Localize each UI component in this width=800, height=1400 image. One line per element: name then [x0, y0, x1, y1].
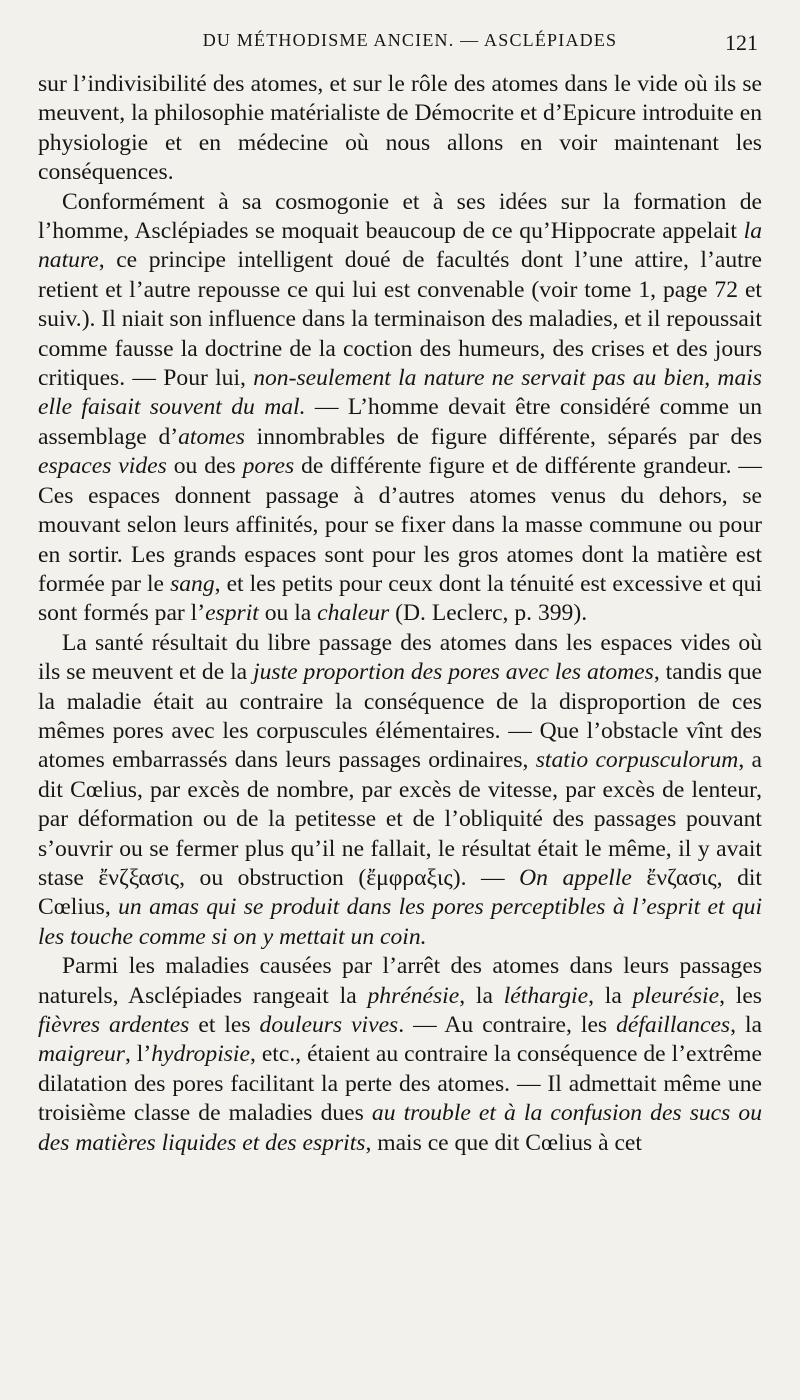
italic-text: la nature [38, 218, 762, 274]
text-run: innombrables de figure différente, séparés par des [244, 423, 762, 450]
text-run: — L’homme devait être considéré comme un assemblage d’ [38, 394, 762, 450]
text-run: , et les petits pour ceux dont la ténuité est excessive et qui sont formés par l’ [38, 570, 763, 627]
italic-text: non-seulement la nature ne servait pas au bien, mais elle faisait souvent du mal. [38, 365, 762, 421]
text-run: ou des [166, 453, 243, 480]
text-run: , a dit Cœlius, par excès de nombre, par excès de vitesse, par excès de lenteur, par déformation ou de la petitesse et de l’obliquité des passages pouvant s’ouvrir ou se fermer plus qu’il ne fallait, le résultat était le même, il y avait stase ἔνζξασις, ou obstruction (ἔμφραξις). — [38, 747, 762, 891]
text-run: , etc., étaient au contraire la conséquence de l’extrême dilatation des pores facilitant la perte des atomes. — Il admettait même une troisième classe de maladies dues [38, 1041, 763, 1127]
text-run: Parmi les maladies causées par l’arrêt des atomes dans leurs passages naturels, Asclépiades rangeait la [38, 953, 762, 1009]
text-run: , mais ce que dit Cœlius à cet [365, 1129, 642, 1156]
paragraph [38, 629, 762, 952]
text-run: ou la [258, 600, 318, 627]
page-number: 121 [725, 30, 758, 55]
italic-text: espaces vides [38, 453, 167, 480]
italic-text: pores [242, 453, 295, 480]
paragraph [38, 188, 762, 629]
paragraph [38, 70, 762, 188]
italic-text: défaillances [616, 1012, 731, 1038]
text-run: . — Au contraire, les [398, 1012, 617, 1038]
italic-text: maigreur [38, 1041, 125, 1068]
italic-text: esprit [205, 600, 259, 627]
text-run: de différente figure et de différente grandeur. — Ces espaces donnent passage à d’autres atomes venus du dehors, se mouvant selon leurs affinités, pour se fixer dans la masse commune ou pour en sortir. Les grands espaces sont pour les gros atomes dont la matière est formée par le [38, 453, 762, 597]
text-run: , ce principe intelligent doué de facultés dont l’une attire, l’autre retient et l’autre repousse ce qui lui est convenable (voir tome 1, page 72 et suiv.). Il niait son influence dans la terminaison des maladies, et il repoussait comme fausse la doctrine de la coction des humeurs, des crises et des jours critiques. — Pour lui, [38, 247, 762, 392]
running-title: DU MÉTHODISME ANCIEN. — ASCLÉPIADES [202, 30, 618, 50]
italic-text: léthargie [503, 982, 589, 1009]
italic-text: au trouble et à la confusion des sucs ou des matières liquides et des esprits [38, 1100, 763, 1156]
italic-text: sang [170, 570, 215, 597]
text-run: , les [719, 982, 762, 1009]
text-run: ἔνζασις, dit Cœlius, [38, 864, 762, 921]
text-run: , la [588, 982, 633, 1009]
text-run: , la [459, 982, 504, 1009]
text-run: , l’ [124, 1041, 152, 1068]
text-run: Conformément à sa cosmogonie et à ses idées sur la formation de l’homme, Asclépiades se moquait beaucoup de ce qu’Hippocrate appelait [38, 188, 762, 245]
italic-text: chaleur [317, 600, 390, 627]
italic-text: pleurésie [632, 982, 720, 1009]
italic-text: hydropisie [151, 1041, 250, 1068]
body-text [38, 70, 762, 1158]
italic-text: statio corpusculorum [535, 747, 739, 774]
italic-text: douleurs vives [259, 1012, 399, 1038]
italic-text: On appelle [519, 864, 632, 891]
italic-text: fièvres ardentes [38, 1012, 190, 1038]
paragraph [38, 952, 762, 1158]
italic-text: atomes [178, 423, 245, 450]
text-run: et les [189, 1012, 260, 1038]
italic-text: un amas qui se produit dans les pores perceptibles à l’esprit et qui les touche comme si on y mettait un coin. [38, 894, 762, 950]
text-run: , la [730, 1012, 763, 1038]
text-run: , tandis que la maladie était au contraire la conséquence de la disproportion de ces mêmes pores avec les corpuscules élémentaires. — Que l’obstacle vînt des atomes embarrassés dans leurs passages ordinaires, [38, 659, 762, 774]
italic-text: juste proportion des pores avec les atomes [253, 659, 654, 686]
text-run: sur l’indivisibilité des atomes, et sur le rôle des atomes dans le vide où ils se meuvent, la philosophie matérialiste de Démocrite et d’Epicure introduite en physiologie et en médecine où nous allons en voir maintenant les conséquences. [38, 71, 762, 186]
text-run: (D. Leclerc, p. 399). [389, 600, 588, 627]
running-header [38, 30, 762, 60]
text-run: La santé résultait du libre passage des atomes dans les espaces vides où ils se meuvent et de la [38, 629, 762, 686]
italic-text: phrénésie [367, 982, 460, 1009]
